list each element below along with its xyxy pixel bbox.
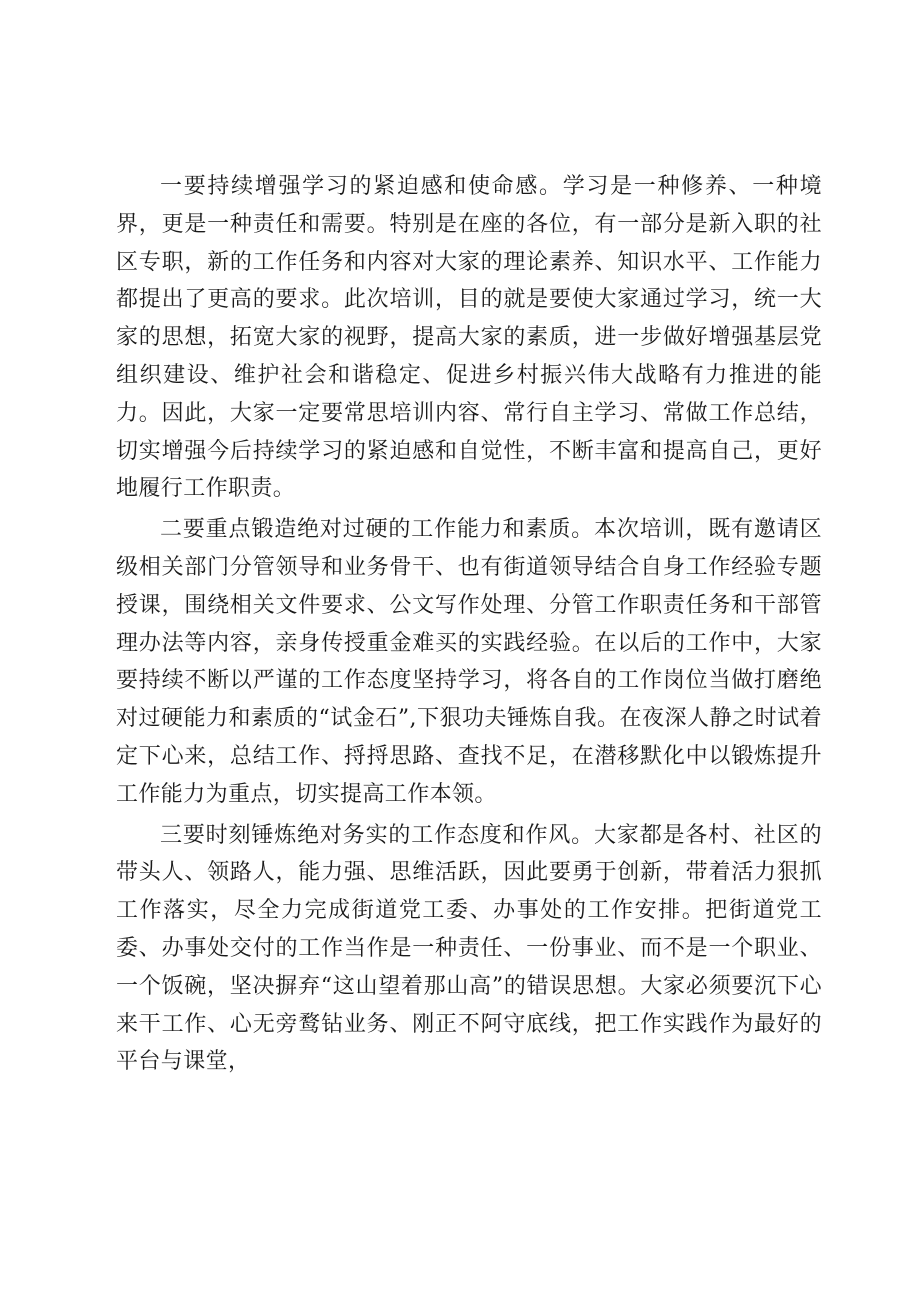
paragraph-3: 三要时刻锤炼绝对务实的工作态度和作风。大家都是各村、社区的带头人、领路人，能力强、思维活跃，因此要勇于创新，带着活力狠抓工作落实，尽全力完成街道党工委、办事处的工作安排。把街道党工委、办事处交付的工作当作是一种责任、一份事业、而不是一个职业、一个饭碗，坚决摒弃“这山望着那山高”的错误思想。大家必须要沉下心来干工作、心无旁鹜钻业务、刚正不阿守底线，把工作实践作为最好的平台与课堂， [116, 822, 822, 1075]
document-body [116, 168, 822, 1081]
paragraph-1: 一要持续增强学习的紧迫感和使命感。学习是一种修养、一种境界，更是一种责任和需要。特别是在座的各位，有一部分是新入职的社区专职，新的工作任务和内容对大家的理论素养、知识水平、工作能力都提出了更高的要求。此次培训，目的就是要使大家通过学习，统一大家的思想，拓宽大家的视野，提高大家的素质，进一步做好增强基层党组织建设、维护社会和谐稳定、促进乡村振兴伟大战略有力推进的能力。因此，大家一定要常思培训内容、常行自主学习、常做工作总结，切实增强今后持续学习的紧迫感和自觉性，不断丰富和提高自己，更好地履行工作职责。 [116, 174, 822, 502]
paragraph-2: 二要重点锻造绝对过硬的工作能力和素质。本次培训，既有邀请区级相关部门分管领导和业务骨干、也有街道领导结合自身工作经验专题授课，围绕相关文件要求、公文写作处理、分管工作职责任务和干部管理办法等内容，亲身传授重金难买的实践经验。在以后的工作中，大家要持续不断以严谨的工作态度坚持学习，将各自的工作岗位当做打磨绝对过硬能力和素质的“试金石”,下狠功夫锤炼自我。在夜深人静之时试着定下心来，总结工作、捋捋思路、查找不足，在潜移默化中以锻炼提升工作能力为重点，切实提高工作本领。 [116, 517, 822, 807]
